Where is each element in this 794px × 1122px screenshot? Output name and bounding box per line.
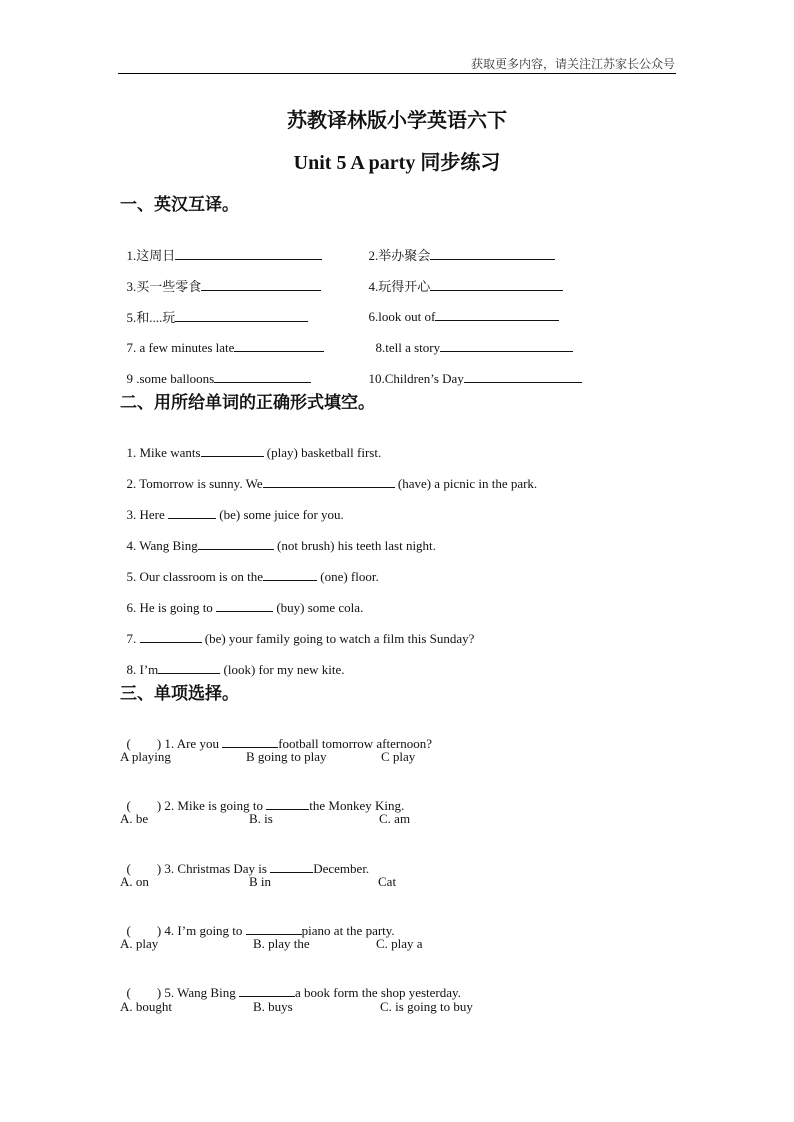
question-text: piano at the party. bbox=[301, 923, 395, 938]
item-text: 4. Wang Bing bbox=[126, 538, 198, 553]
choice-option: Cat bbox=[378, 874, 397, 889]
item-text: 4.玩得开心 bbox=[368, 279, 431, 294]
document-title: 苏教译林版小学英语六下 bbox=[287, 110, 507, 132]
fill-in-item bbox=[120, 458, 537, 492]
answer-blank bbox=[266, 796, 309, 810]
section-2-heading: 二、用所给单词的正确形式填空。 bbox=[120, 393, 375, 412]
item-text: 7. a few minutes late bbox=[126, 340, 235, 355]
section-1-heading: 一、英汉互译。 bbox=[120, 195, 239, 214]
fill-in-item bbox=[120, 551, 379, 585]
item-text: (one) floor. bbox=[316, 569, 379, 584]
item-text: 1. Mike wants bbox=[126, 445, 201, 460]
answer-blank[interactable] bbox=[234, 338, 324, 352]
choice-option: C. play a bbox=[376, 936, 423, 951]
item-text: (have) a picnic in the park. bbox=[394, 476, 538, 491]
choice-option: C play bbox=[381, 749, 416, 764]
answer-blank[interactable] bbox=[263, 474, 395, 488]
choice-option: C. is going to buy bbox=[380, 999, 473, 1014]
choice-question bbox=[120, 967, 461, 1001]
answer-parentheses[interactable]: ( ) bbox=[126, 736, 162, 751]
choice-option: B. is bbox=[249, 811, 273, 826]
answer-blank[interactable] bbox=[464, 369, 582, 383]
question-text: 2. Mike is going to bbox=[161, 798, 267, 813]
item-text: 2. Tomorrow is sunny. We bbox=[126, 476, 263, 491]
item-text: 2.举办聚会 bbox=[368, 248, 431, 263]
answer-blank[interactable] bbox=[168, 505, 216, 519]
answer-blank bbox=[246, 921, 302, 935]
header-rule bbox=[118, 73, 676, 74]
item-text: (be) some juice for you. bbox=[216, 507, 344, 522]
fill-in-item bbox=[120, 644, 344, 678]
item-text: 1.这周日 bbox=[126, 248, 176, 263]
question-text: a book form the shop yesterday. bbox=[294, 985, 461, 1000]
item-text: 8. I’m bbox=[126, 662, 159, 677]
choice-question bbox=[120, 843, 369, 877]
answer-blank bbox=[222, 734, 278, 748]
translation-item bbox=[362, 291, 559, 325]
choice-option: B in bbox=[249, 874, 272, 889]
choice-option: C. am bbox=[379, 811, 411, 826]
choice-question bbox=[120, 718, 432, 752]
item-text: 9 .some balloons bbox=[126, 371, 215, 386]
choice-option: B going to play bbox=[246, 749, 327, 764]
item-text: 6.look out of bbox=[368, 309, 436, 324]
header-note: 获取更多内容，请关注江苏家长公众号 bbox=[470, 57, 675, 71]
item-text: 3. Here bbox=[126, 507, 169, 522]
answer-blank[interactable] bbox=[198, 536, 274, 550]
answer-parentheses[interactable]: ( ) bbox=[126, 923, 162, 938]
translation-item bbox=[362, 353, 582, 387]
question-text: December. bbox=[313, 861, 370, 876]
translation-item bbox=[120, 260, 321, 295]
answer-blank[interactable] bbox=[201, 277, 321, 291]
item-text: (buy) some cola. bbox=[273, 600, 364, 615]
answer-parentheses[interactable]: ( ) bbox=[126, 798, 162, 813]
answer-blank[interactable] bbox=[201, 443, 264, 457]
answer-blank[interactable] bbox=[435, 307, 559, 321]
item-text: 6. He is going to bbox=[126, 600, 217, 615]
translation-item bbox=[120, 229, 322, 264]
answer-blank[interactable] bbox=[440, 338, 573, 352]
fill-in-item bbox=[120, 613, 474, 647]
answer-blank[interactable] bbox=[430, 246, 555, 260]
answer-blank[interactable] bbox=[158, 660, 220, 674]
item-text: (be) your family going to watch a film this Sunday? bbox=[201, 631, 475, 646]
document-subtitle: Unit 5 A party 同步练习 bbox=[293, 152, 501, 174]
choice-option: A. on bbox=[120, 874, 149, 889]
section-3-heading: 三、单项选择。 bbox=[120, 684, 239, 703]
choice-question bbox=[120, 905, 395, 939]
question-text: 4. I’m going to bbox=[161, 923, 246, 938]
item-text: 5. Our classroom is on the bbox=[126, 569, 263, 584]
item-text: (not brush) his teeth last night. bbox=[273, 538, 436, 553]
answer-blank bbox=[270, 859, 313, 873]
answer-blank[interactable] bbox=[175, 246, 322, 260]
answer-blank[interactable] bbox=[216, 598, 273, 612]
choice-option: A. bought bbox=[120, 999, 172, 1014]
question-text: football tomorrow afternoon? bbox=[278, 736, 432, 751]
choice-option: A. be bbox=[120, 811, 149, 826]
question-text: 1. Are you bbox=[161, 736, 223, 751]
item-text: 5.和....玩 bbox=[126, 310, 176, 325]
choice-option: A. play bbox=[120, 936, 159, 951]
item-text: 7. bbox=[126, 631, 140, 646]
translation-item bbox=[120, 322, 324, 356]
answer-blank[interactable] bbox=[140, 629, 202, 643]
choice-option: B. buys bbox=[253, 999, 293, 1014]
translation-item bbox=[120, 353, 311, 387]
question-text: the Monkey King. bbox=[309, 798, 405, 813]
item-text: (look) for my new kite. bbox=[220, 662, 345, 677]
fill-in-item bbox=[120, 427, 381, 461]
answer-blank bbox=[239, 983, 295, 997]
choice-question bbox=[120, 780, 404, 814]
answer-blank[interactable] bbox=[214, 369, 311, 383]
choice-option: B. play the bbox=[253, 936, 310, 951]
answer-blank[interactable] bbox=[430, 277, 563, 291]
item-text: (play) basketball first. bbox=[263, 445, 382, 460]
item-text: 10.Children’s Day bbox=[368, 371, 464, 386]
question-text: 5. Wang Bing bbox=[161, 985, 239, 1000]
translation-item bbox=[362, 260, 563, 295]
fill-in-item bbox=[120, 520, 436, 554]
fill-in-item bbox=[120, 489, 344, 523]
answer-blank[interactable] bbox=[175, 308, 308, 322]
translation-item bbox=[120, 291, 308, 326]
translation-item bbox=[362, 229, 555, 264]
answer-blank[interactable] bbox=[263, 567, 317, 581]
item-text: 3.买一些零食 bbox=[126, 279, 202, 294]
answer-parentheses[interactable]: ( ) bbox=[126, 985, 162, 1000]
question-text: 3. Christmas Day is bbox=[161, 861, 271, 876]
fill-in-item bbox=[120, 582, 363, 616]
item-text: 8.tell a story bbox=[375, 340, 441, 355]
answer-parentheses[interactable]: ( ) bbox=[126, 861, 162, 876]
translation-item bbox=[369, 322, 573, 356]
choice-option: A playing bbox=[120, 749, 171, 764]
